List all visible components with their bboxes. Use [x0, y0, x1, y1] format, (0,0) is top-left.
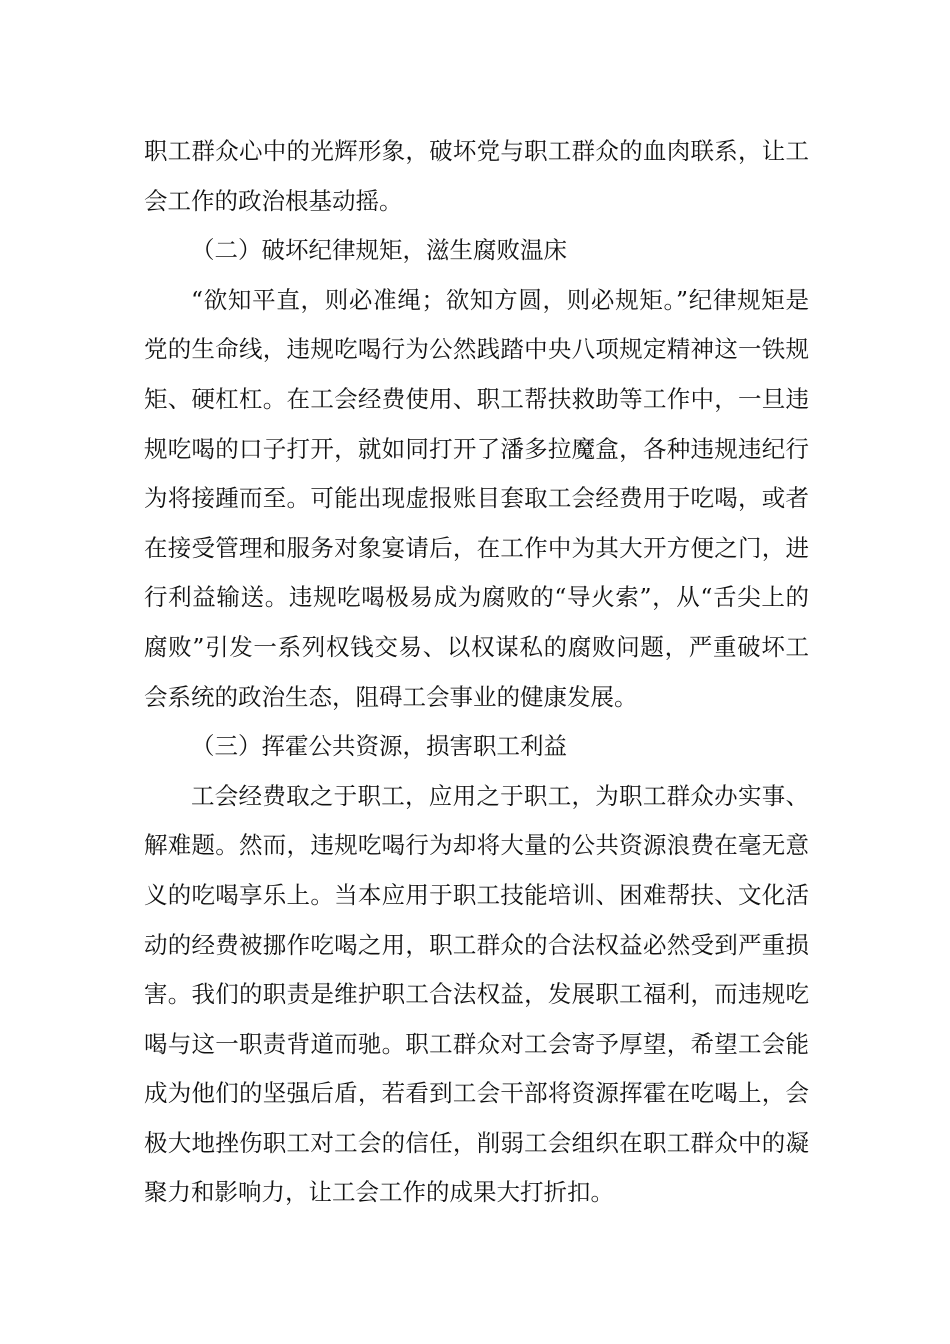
section-heading-3: （三）挥霍公共资源，损害职工利益 [191, 732, 567, 761]
document-body [144, 127, 809, 1218]
section-heading-2: （二）破坏纪律规矩，滋生腐败温床 [191, 236, 567, 265]
paragraph-discipline: “欲知平直，则必准绳；欲知方圆，则必规矩。”纪律规矩是党的生命线，违规吃喝行为公然践踏中央八项规定精神这一铁规矩、硬杠杠。在工会经费使用、职工帮扶救助等工作中，一旦违规吃喝的口子打开，就如同打开了潘多拉魔盒，各种违规违纪行为将接踵而至。可能出现虚报账目套取工会经费用于吃喝，或者在接受管理和服务对象宴请后，在工作中为其大开方便之门，进行利益输送。违规吃喝极易成为腐败的“导火索”，从“舌尖上的腐败”引发一系列权钱交易、以权谋私的腐败问题，严重破坏工会系统的政治生态，阻碍工会事业的健康发展。 [144, 285, 809, 711]
paragraph-resources: 工会经费取之于职工，应用之于职工，为职工群众办实事、解难题。然而，违规吃喝行为却将大量的公共资源浪费在毫无意义的吃喝享乐上。当本应用于职工技能培训、困难帮扶、文化活动的经费被挪作吃喝之用，职工群众的合法权益必然受到严重损害。我们的职责是维护职工合法权益，发展职工福利，而违规吃喝与这一职责背道而驰。职工群众对工会寄予厚望，希望工会能成为他们的坚强后盾，若看到工会干部将资源挥霍在吃喝上，会极大地挫伤职工对工会的信任，削弱工会组织在职工群众中的凝聚力和影响力，让工会工作的成果大打折扣。 [144, 781, 809, 1207]
paragraph-continuation: 职工群众心中的光辉形象，破坏党与职工群众的血肉联系，让工会工作的政治根基动摇。 [144, 137, 809, 215]
